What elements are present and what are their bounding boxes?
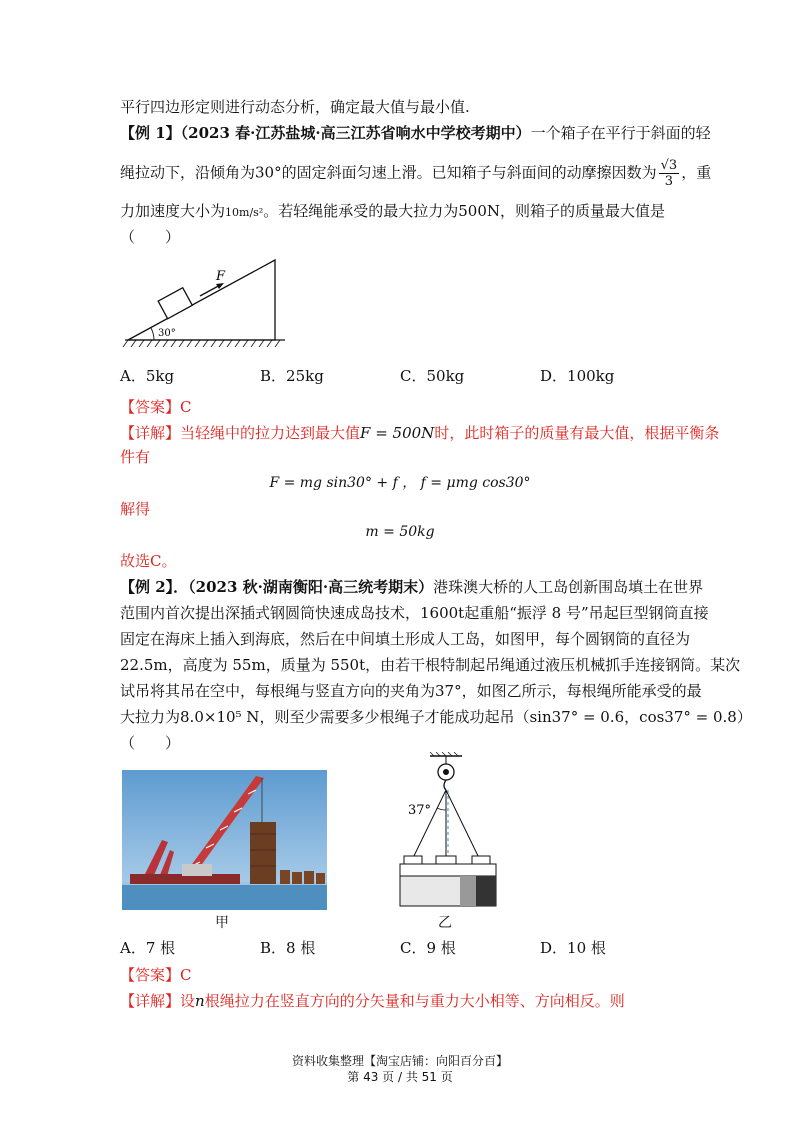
example-2-line-3: 固定在海床上插入到海底，然后在中间填土形成人工岛，如图甲，每个圆钢筒的直径为 [120, 630, 691, 648]
rope-right [446, 790, 480, 860]
option-d-letter: D． [540, 367, 568, 385]
hook [444, 780, 446, 790]
detail-text-1c: 时，此时箱子的质量有最大值，根据平衡条 [434, 424, 720, 442]
example-2-line-5 [120, 680, 702, 702]
sin-value: sin37° = 0.6 [529, 708, 625, 726]
example-2-tag: 【例 2】． [120, 578, 189, 596]
example-2-text-5a: 试吊将其吊在空中，每根绳与竖直方向的夹角为 [120, 682, 436, 700]
detail2-text-a: 设 [180, 992, 196, 1010]
example-1-text-1: 一个箱子在平行于斜面的轻 [530, 124, 711, 142]
example-1-detail-line-2: 件有 [120, 448, 151, 466]
incline-figure [120, 252, 290, 352]
detail-text-1a: 当轻绳中的拉力达到最大值 [180, 424, 361, 442]
rope-diagram [390, 752, 520, 912]
rope-angle: 37° [435, 682, 462, 700]
option-d [540, 366, 614, 386]
example-1-answer [120, 396, 192, 418]
option-c-letter: C． [400, 367, 427, 385]
crane-photo [122, 770, 327, 910]
detail-tag: 【详解】 [120, 424, 181, 442]
example-1-tag: 【例 1】 [120, 124, 181, 142]
friction-coefficient [659, 158, 680, 189]
angle-arc [151, 328, 154, 340]
detail2-text-c: 根绳拉力在竖直方向的分矢量和与重力大小相等、方向相反。则 [204, 992, 625, 1010]
option-c-value: 50kg [426, 367, 465, 385]
answer-tag: 【答案】 [120, 398, 181, 416]
option-a-value: 5kg [145, 367, 175, 385]
example-2-text-6a: 大拉力为 [120, 708, 181, 726]
option-c [400, 366, 464, 386]
option2-a [120, 938, 175, 958]
ground-hatch [123, 340, 280, 347]
incline-angle: 30° [255, 163, 282, 182]
option2-c [400, 938, 456, 958]
cylinder-top [400, 864, 496, 876]
example-2-line-6 [120, 706, 752, 728]
example-2-answer [120, 964, 192, 986]
angle-label-37: 37° [408, 803, 432, 818]
cos-value: cos37° = 0.8 [639, 708, 737, 726]
sea [122, 882, 327, 910]
answer2-tag: 【答案】 [120, 966, 181, 984]
footer-source: 资料收集整理【淘宝店铺：向阳百分百】 [291, 1054, 508, 1068]
cylinder-shade [476, 876, 496, 906]
option2-b [260, 938, 315, 958]
conclusion: 故选C。 [120, 552, 177, 570]
example-2-text-6c: ，则至少需要多少根绳子才能成功起吊（ [259, 708, 530, 726]
option2-b-letter: B． [260, 939, 287, 957]
example-2-line-1 [120, 576, 703, 598]
equilibrium-equation: F = mg sin30° + f ， f = μmg cos30° [269, 475, 531, 491]
max-rope-tension: 8.0×10⁵ N [180, 708, 260, 726]
option2-d-letter: D． [540, 939, 568, 957]
answer2-value: C [180, 966, 192, 984]
angle-arc-37 [437, 808, 446, 810]
example-1-line-2 [120, 158, 711, 189]
example-1-paren: （ ） [120, 228, 181, 246]
option2-d-value: 10 根 [567, 939, 606, 957]
option2-a-letter: A． [120, 939, 146, 957]
option2-d [540, 938, 606, 958]
option2-c-value: 9 根 [426, 939, 456, 957]
mu-denominator: 3 [664, 174, 674, 189]
option-a-letter: A． [120, 367, 146, 385]
example-1-detail-line-1 [120, 422, 719, 444]
example-2-detail [120, 990, 625, 1012]
example-1-line-1 [120, 122, 711, 144]
detail2-var-n: n [195, 992, 205, 1010]
gravity-value: 10m/s² [225, 206, 264, 219]
mu-numerator: √3 [660, 158, 678, 173]
example-1-text-3a: 力加速度大小为 [120, 202, 226, 220]
intro-line: 平行四边形定则进行动态分析，确定最大值与最小值. [120, 98, 470, 116]
option-b-letter: B． [260, 367, 287, 385]
example-1-source: （2023 春·江苏盐城·高三江苏省响水中学校考期中） [180, 124, 531, 142]
example-1-line-3 [120, 200, 665, 224]
rope-left [412, 790, 446, 860]
example-1-text-3b: 。若轻绳能承受的最大拉力为 [263, 202, 459, 220]
example-2-line-4: 22.5m，高度为 55m，质量为 550t，由若干根特制起吊绳通过液压机械抓手连接钢筒。某次 [120, 656, 741, 674]
example-2-text-5c: ，如图乙所示，每根绳所能承受的最 [461, 682, 702, 700]
option2-b-value: 8 根 [286, 939, 316, 957]
close-paren: ） [736, 708, 752, 726]
max-tension: 500N [458, 202, 500, 220]
detail-equation-f: F = 500N [360, 424, 435, 442]
example-1-text-3c: ，则箱子的质量最大值是 [500, 202, 666, 220]
result-equation: m = 50kg [365, 524, 435, 540]
solve-label: 解得 [120, 500, 151, 518]
detail2-tag: 【详解】 [120, 992, 181, 1010]
option-a [120, 366, 174, 386]
option2-a-value: 7 根 [145, 939, 176, 957]
example-1-text-2b: 的固定斜面匀速上滑。已知箱子与斜面间的动摩擦因数为 [281, 163, 657, 182]
example-1-text-2c: ，重 [681, 163, 712, 182]
example-2-paren: （ ） [120, 734, 181, 752]
comma: ， [624, 708, 640, 726]
page-number: 第 43 页 / 共 51 页 [347, 1070, 453, 1084]
crane-cabin [182, 864, 212, 876]
box [158, 288, 192, 319]
option2-c-letter: C． [400, 939, 427, 957]
example-1-text-2a: 绳拉动下，沿倾角为 [120, 163, 256, 182]
example-2-text-1: 港珠澳大桥的人工岛创新围岛填土在世界 [433, 578, 704, 596]
force-label: F [216, 269, 226, 284]
option-d-value: 100kg [567, 367, 615, 385]
option-b-value: 25kg [286, 367, 324, 385]
option-b [260, 366, 324, 386]
example-2-line-2: 范围内首次提出深插式钢圆筒快速成岛技术，1600t起重船“振浮 8 号”吊起巨型钢筒直接 [120, 604, 709, 622]
angle-label: 30° [158, 328, 176, 339]
answer-value: C [180, 398, 192, 416]
figure-jia-label: 甲 [215, 915, 229, 931]
example-2-source: （2023 秋·湖南衡阳·高三统考期末） [188, 578, 434, 596]
figure-yi-label: 乙 [438, 915, 452, 931]
steel-cylinder [250, 822, 276, 884]
incline-triangle [128, 260, 275, 340]
